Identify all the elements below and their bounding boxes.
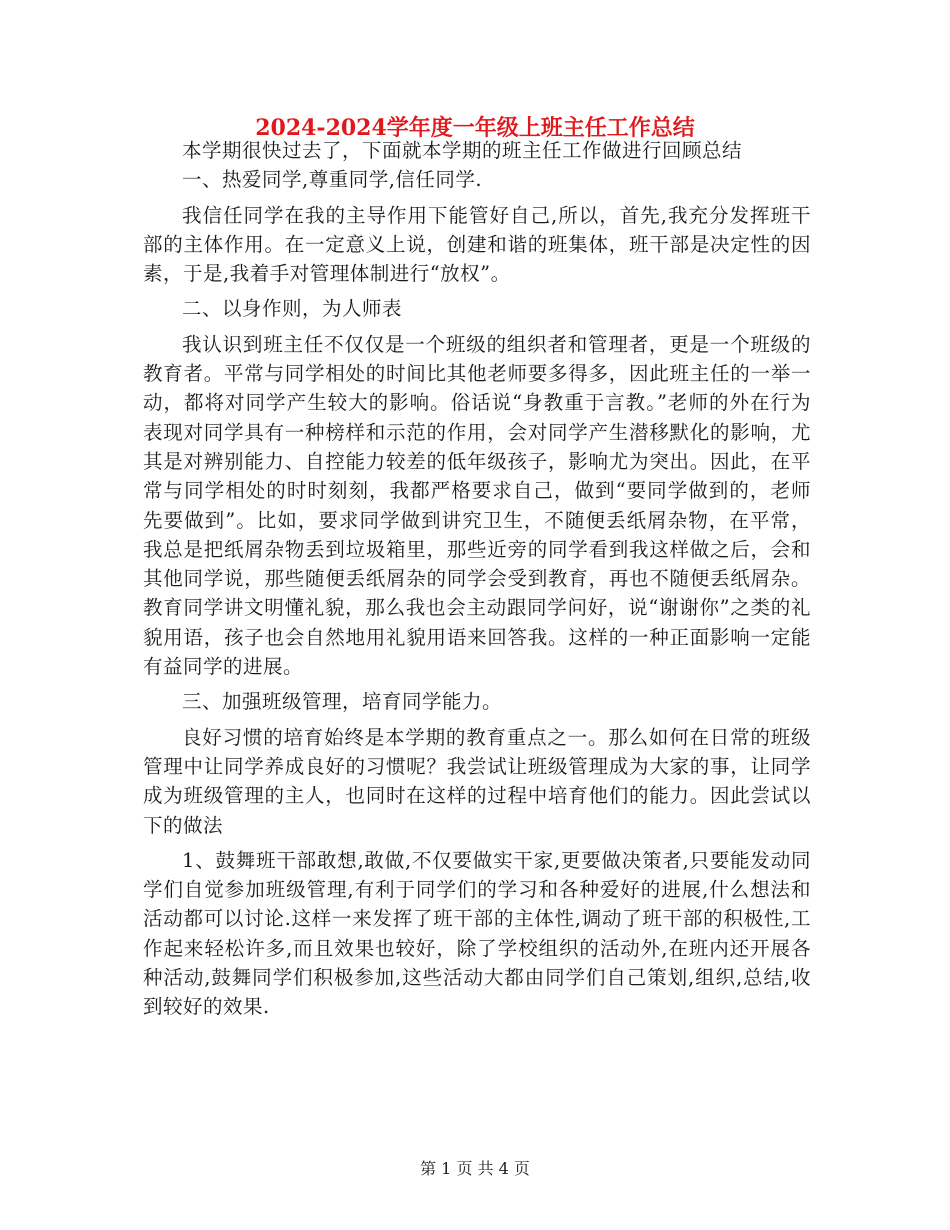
section-heading-1: 一、热爱同学,尊重同学,信任同学. [182,168,483,192]
document-body [143,136,811,1022]
paragraph-4: 1、鼓舞班干部敢想,敢做,不仅要做实干家,更要做决策者,只要能发动同学们自觉参加班级管理,有利于同学们的学习和各种爱好的进展,什么想法和活动都可以讨论.这样一来发挥了班干部的主体性,调动了班干部的积极性,工作起来轻松许多,而且效果也较好，除了学校组织的活动外,在班内还开展各种活动,鼓舞同学们积极参加,这些活动大都由同学们自己策划,组织,总结,收到较好的效果. [143,848,811,1019]
section-heading-3: 三、加强班级管理，培育同学能力。 [182,690,503,714]
document-title: 2024-2024学年度一年级上班主任工作总结 [255,115,695,141]
paragraph-2: 我认识到班主任不仅仅是一个班级的组织者和管理者，更是一个班级的教育者。平常与同学相处的时间比其他老师要多得多，因此班主任的一举一动，都将对同学产生较大的影响。俗话说“身教重于言教。”老师的外在行为表现对同学具有一种榜样和示范的作用，会对同学产生潜移默化的影响，尤其是对辨别能力、自控能力较差的低年级孩子，影响尤为突出。因此，在平常与同学相处的时时刻刻，我都严格要求自己，做到“要同学做到的，老师先要做到”。比如，要求同学做到讲究卫生，不随便丢纸屑杂物，在平常，我总是把纸屑杂物丢到垃圾箱里，那些近旁的同学看到我这样做之后，会和其他同学说，那些随便丢纸屑杂的同学会受到教育，再也不随便丢纸屑杂。教育同学讲文明懂礼貌，那么我也会主动跟同学问好，说“谢谢你”之类的礼貌用语，孩子也会自然地用礼貌用语来回答我。这样的一种正面影响一定能有益同学的进展。 [143,332,811,679]
page-footer: 第 1 页 共 4 页 [420,1159,530,1178]
paragraph-1: 我信任同学在我的主导作用下能管好自己,所以，首先,我充分发挥班干部的主体作用。在一定意义上说，创建和谐的班集体，班干部是决定性的因素，于是,我着手对管理体制进行“放权”。 [143,203,811,286]
section-heading-2: 二、以身作则，为人师表 [182,297,403,321]
intro-paragraph: 本学期很快过去了，下面就本学期的班主任工作做进行回顾总结 [182,139,743,162]
paragraph-3: 良好习惯的培育始终是本学期的教育重点之一。那么如何在日常的班级管理中让同学养成良好的习惯呢？我尝试让班级管理成为大家的事，让同学成为班级管理的主人，也同时在这样的过程中培育他们的能力。因此尝试以下的做法 [143,725,811,837]
